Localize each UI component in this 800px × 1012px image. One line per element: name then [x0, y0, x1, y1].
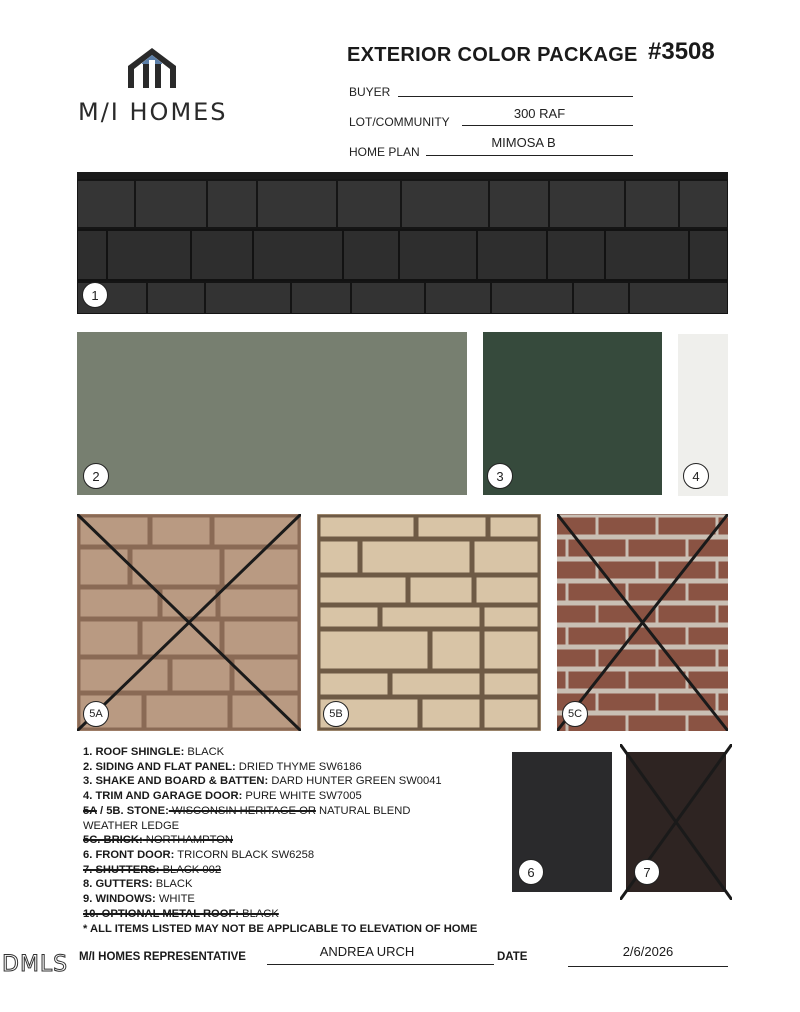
- item-label: 7. SHUTTERS:: [83, 863, 160, 876]
- package-number: #3508: [648, 38, 715, 65]
- item-label: 4. TRIM AND GARAGE DOOR:: [83, 790, 243, 803]
- logo-wordmark: M/I HOMES: [78, 98, 228, 126]
- swatch-number-4: 4: [683, 463, 709, 489]
- item-value: WEATHER LEDGE: [83, 819, 180, 832]
- item-value: TRICORN BLACK SW6258: [174, 848, 315, 861]
- item-value: BLACK: [239, 907, 279, 920]
- shutters-swatch: [626, 752, 726, 892]
- lot-community-label: LOT/COMMUNITY: [349, 115, 450, 129]
- selection-list: [83, 745, 503, 921]
- representative-label: M/I HOMES REPRESENTATIVE: [79, 951, 246, 963]
- stone-5b-swatch: [317, 514, 541, 731]
- item-label: 6. FRONT DOOR:: [83, 848, 175, 861]
- cross-out-5a: [77, 514, 301, 731]
- lot-community-line: [462, 125, 633, 126]
- stone-5a-swatch: [77, 514, 301, 731]
- buyer-line: [398, 96, 633, 97]
- siding-swatch: [77, 332, 467, 495]
- item-label: / 5B. STONE:: [96, 804, 169, 817]
- item-value: WHITE: [155, 893, 195, 906]
- cross-out-5c: [557, 514, 728, 731]
- home-plan-label: HOME PLAN: [349, 145, 420, 159]
- buyer-label: BUYER: [349, 85, 391, 99]
- swatch-number-5b: 5B: [323, 701, 349, 727]
- stone-5b-texture: [317, 514, 541, 731]
- list-item: [83, 760, 503, 775]
- item-value: NORTHAMPTON: [142, 834, 234, 847]
- item-label: 8. GUTTERS:: [83, 878, 153, 891]
- dmls-watermark: DMLS: [2, 952, 69, 977]
- front-door-swatch: [512, 752, 612, 892]
- list-item: [83, 789, 503, 804]
- item-value: NATURAL BLEND: [315, 804, 411, 817]
- swatch-number-5c: 5C: [562, 701, 588, 727]
- item-label: 2. SIDING AND FLAT PANEL:: [83, 760, 236, 773]
- shingle-texture: [77, 172, 728, 314]
- item-label: 9. WINDOWS:: [83, 893, 156, 906]
- list-item-struck: [83, 833, 503, 848]
- home-plan-value: MIMOSA B: [491, 135, 556, 150]
- date-label: DATE: [497, 951, 528, 963]
- list-item-struck: [83, 863, 503, 878]
- item-value: PURE WHITE SW7005: [242, 790, 362, 803]
- date-value: 2/6/2026: [622, 944, 674, 959]
- swatch-number-1: 1: [82, 282, 108, 308]
- list-item-struck: [83, 907, 503, 922]
- page-title: EXTERIOR COLOR PACKAGE: [347, 44, 638, 66]
- item-label: 3. SHAKE AND BOARD & BATTEN:: [83, 775, 269, 788]
- item-value: BLACK: [184, 746, 225, 758]
- list-item: [83, 745, 503, 760]
- swatch-number-2: 2: [83, 463, 109, 489]
- representative-value: ANDREA URCH: [319, 944, 415, 959]
- roof-shingle-swatch: [77, 172, 728, 314]
- list-item: [83, 804, 503, 819]
- date-line: [568, 966, 728, 967]
- applicability-note: * ALL ITEMS LISTED MAY NOT BE APPLICABLE TO ELEVATION OF HOME: [83, 923, 478, 935]
- list-item: [83, 892, 503, 907]
- item-label: 10. OPTIONAL METAL ROOF:: [83, 907, 240, 920]
- lot-community-value: 300 RAF: [513, 106, 566, 121]
- list-item: [83, 774, 503, 789]
- list-item: [83, 877, 503, 892]
- swatch-number-3: 3: [487, 463, 513, 489]
- swatch-number-6: 6: [518, 859, 544, 885]
- house-logo-icon: [126, 46, 178, 88]
- home-plan-line: [426, 155, 633, 156]
- item-value: DRIED THYME SW6186: [235, 760, 362, 773]
- item-label-struck: 5A: [83, 804, 97, 817]
- item-value: DARD HUNTER GREEN SW0041: [268, 775, 442, 788]
- item-value: BLACK 002: [159, 863, 222, 876]
- list-item: [83, 848, 503, 863]
- item-value: BLACK: [152, 878, 193, 891]
- mi-homes-logo: [78, 46, 228, 126]
- swatch-number-7: 7: [634, 859, 660, 885]
- representative-line: [267, 964, 494, 965]
- trim-swatch: [678, 334, 728, 496]
- item-label: 5C. BRICK:: [83, 834, 143, 847]
- swatch-number-5a: 5A: [83, 701, 109, 727]
- item-value-struck: WISCONSIN HERITAGE OR: [168, 804, 316, 817]
- shake-swatch: [483, 332, 662, 495]
- item-label: 1. ROOF SHINGLE:: [83, 746, 185, 758]
- list-item: [83, 819, 503, 834]
- brick-5c-swatch: [557, 514, 728, 731]
